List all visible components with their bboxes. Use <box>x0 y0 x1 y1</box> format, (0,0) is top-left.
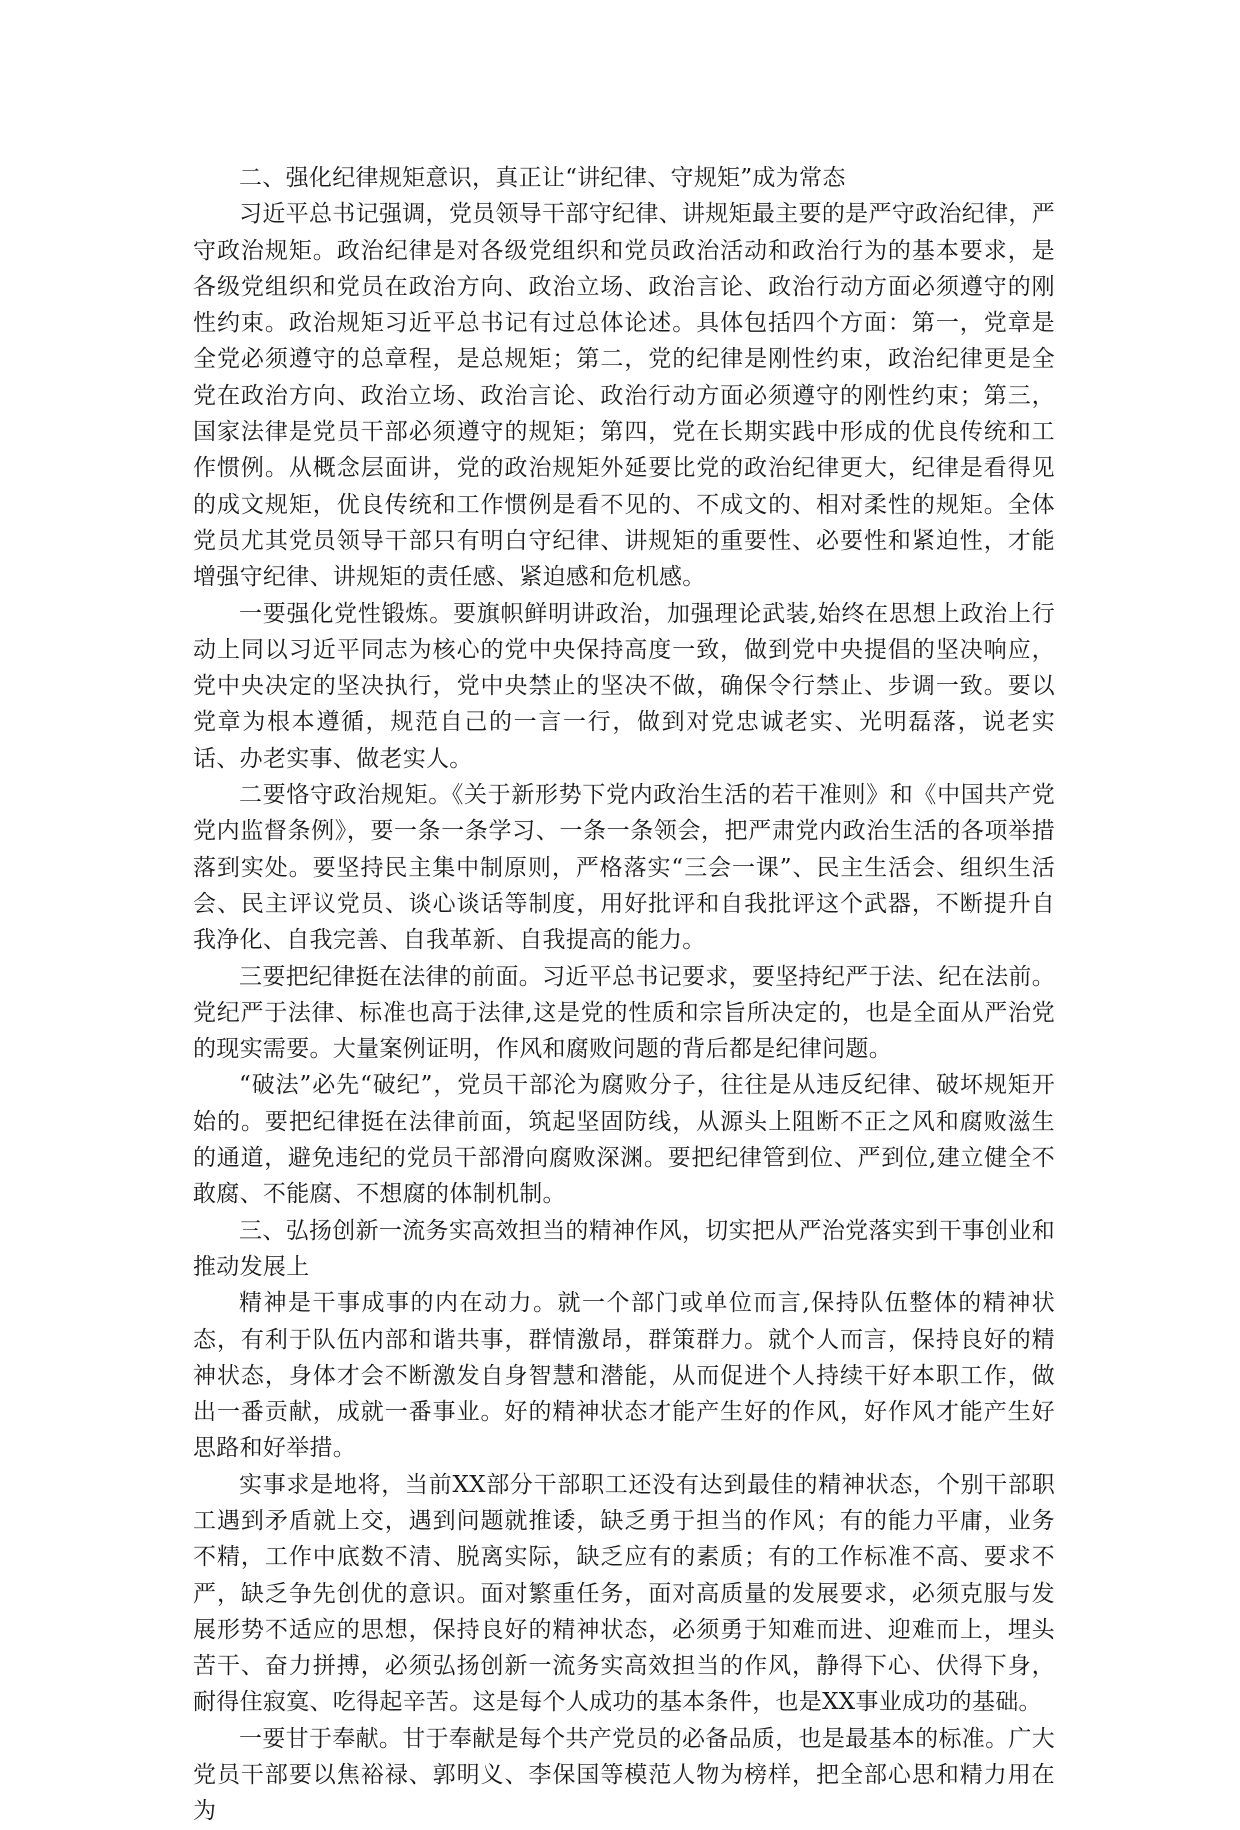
paragraph: 一要强化党性锻炼。要旗帜鲜明讲政治，加强理论武装,始终在思想上政治上行动上同以习近平同志为核心的党中央保持高度一致，做到党中央提倡的坚决响应，党中央决定的坚决执行，党中央禁止的坚决不做，确保令行禁止、步调一致。要以党章为根本遵循，规范自己的一言一行，做到对党忠诚老实、光明磊落，说老实话、办老实事、做老实人。 <box>193 600 1055 772</box>
document-page <box>193 160 1055 1830</box>
paragraph: 实事求是地将，当前XX部分干部职工还没有达到最佳的精神状态，个别干部职工遇到矛盾就上交，遇到问题就推诿，缺乏勇于担当的作风；有的能力平庸，业务不精，工作中底数不清、脱离实际，缺乏应有的素质；有的工作标准不高、要求不严，缺乏争先创优的意识。面对繁重任务，面对高质量的发展要求，必须克服与发展形势不适应的思想，保持良好的精神状态，必须勇于知难而进、迎难而上，埋头苦干、奋力拼搏，必须弘扬创新一流务实高效担当的作风，静得下心、伏得下身，耐得住寂寞、吃得起辛苦。这是每个人成功的基本条件，也是XX事业成功的基础。 <box>193 1471 1055 1716</box>
section-heading-2: 二、强化纪律规矩意识，真正让“讲纪律、守规矩”成为常态 <box>239 165 846 191</box>
section-heading-3: 三、弘扬创新一流务实高效担当的精神作风，切实把从严治党落实到干事创业和推动发展上 <box>193 1217 1055 1280</box>
paragraph: 二要恪守政治规矩。《关于新形势下党内政治生活的若干准则》和《中国共产党党内监督条例》，要一条一条学习、一条一条领会，把严肃党内政治生活的各项举措落到实处。要坚持民主集中制原则，严格落实“三会一课”、民主生活会、组织生活会、民主评议党员、谈心谈话等制度，用好批评和自我批评这个武器，不断提升自我净化、自我完善、自我革新、自我提高的能力。 <box>193 782 1055 954</box>
paragraph: “破法”必先“破纪”，党员干部沦为腐败分子，往往是从违反纪律、破坏规矩开始的。要把纪律挺在法律前面，筑起坚固防线，从源头上阻断不正之风和腐败滋生的通道，避免违纪的党员干部滑向腐败深渊。要把纪律管到位、严到位,建立健全不敢腐、不能腐、不想腐的体制机制。 <box>193 1072 1055 1208</box>
paragraph: 习近平总书记强调，党员领导干部守纪律、讲规矩最主要的是严守政治纪律，严守政治规矩。政治纪律是对各级党组织和党员政治活动和政治行为的基本要求，是各级党组织和党员在政治方向、政治立场、政治言论、政治行动方面必须遵守的刚性约束。政治规矩习近平总书记有过总体论述。具体包括四个方面：第一，党章是全党必须遵守的总章程，是总规矩；第二，党的纪律是刚性约束，政治纪律更是全党在政治方向、政治立场、政治言论、政治行动方面必须遵守的刚性约束；第三，国家法律是党员干部必须遵守的规矩；第四，党在长期实践中形成的优良传统和工作惯例。从概念层面讲，党的政治规矩外延要比党的政治纪律更大，纪律是看得见的成文规矩，优良传统和工作惯例是看不见的、不成文的、相对柔性的规矩。全体党员尤其党员领导干部只有明白守纪律、讲规矩的重要性、必要性和紧迫性，才能增强守纪律、讲规矩的责任感、紧迫感和危机感。 <box>193 201 1055 591</box>
paragraph: 三要把纪律挺在法律的前面。习近平总书记要求，要坚持纪严于法、纪在法前。党纪严于法律、标准也高于法律,这是党的性质和宗旨所决定的，也是全面从严治党的现实需要。大量案例证明，作风和腐败问题的背后都是纪律问题。 <box>193 963 1055 1063</box>
paragraph: 精神是干事成事的内在动力。就一个部门或单位而言,保持队伍整体的精神状态，有利于队伍内部和谐共事，群情激昂，群策群力。就个人而言，保持良好的精神状态，身体才会不断激发自身智慧和潜能，从而促进个人持续干好本职工作，做出一番贡献，成就一番事业。好的精神状态才能产生好的作风，好作风才能产生好思路和好举措。 <box>193 1290 1055 1462</box>
paragraph: 一要甘于奉献。甘于奉献是每个共产党员的必备品质，也是最基本的标准。广大党员干部要以焦裕禄、郭明义、李保国等模范人物为榜样，把全部心思和精力用在为 <box>193 1725 1055 1825</box>
